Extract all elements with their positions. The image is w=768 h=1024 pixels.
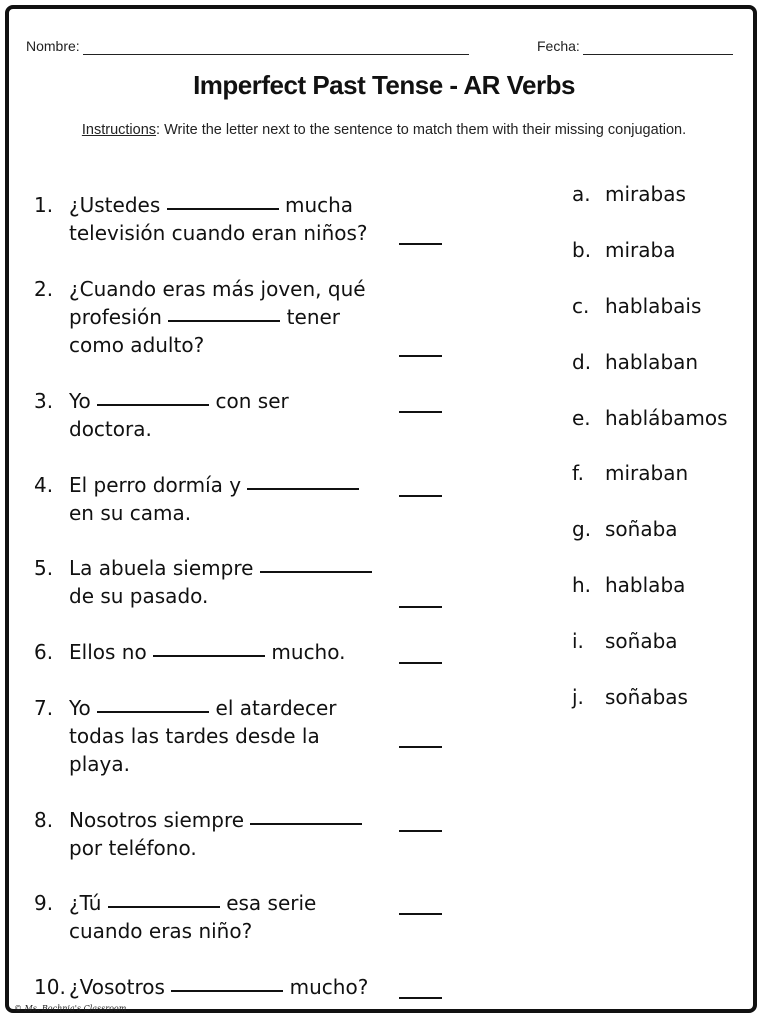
fill-blank[interactable] [97, 403, 209, 406]
fecha-field[interactable] [537, 38, 733, 55]
fill-blank[interactable] [260, 570, 372, 573]
question-2: 2. ¿Cuando eras más joven, qué profesión tener como adulto? [34, 277, 366, 357]
option-i: i. soñaba [572, 629, 678, 653]
question-4: 4. El perro dormía y en su cama. [34, 471, 359, 527]
question-number: 7. [34, 696, 54, 720]
option-d: d. hablaban [572, 350, 699, 374]
question-number: 9. [34, 891, 54, 915]
option-e: e. hablábamos [572, 406, 728, 430]
fecha-label: Fecha: [537, 38, 580, 54]
question-7: 7. Yo el atardecer todas las tardes desde la playa. [34, 696, 337, 776]
question-1: 1. ¿Ustedes mucha televisión cuando eran niños? [34, 193, 368, 245]
option-f: f. miraban [572, 461, 689, 485]
nombre-label: Nombre: [26, 38, 80, 54]
answer-line-1[interactable] [399, 243, 442, 245]
fill-blank[interactable] [168, 319, 280, 322]
option-j: j. soñabas [572, 685, 688, 709]
answer-line-6[interactable] [399, 662, 442, 664]
question-number: 6. [34, 640, 54, 664]
copyright-notice: © Ms. Bochnia's Classroom [14, 1004, 127, 1013]
question-8: 8. Nosotros siempre por teléfono. [34, 806, 362, 862]
fill-blank[interactable] [97, 710, 209, 713]
fill-blank[interactable] [247, 487, 359, 490]
answer-line-8[interactable] [399, 830, 442, 832]
option-a: a. mirabas [572, 182, 686, 206]
question-9: 9. ¿Tú esa serie cuando eras niño? [34, 891, 317, 943]
instructions [0, 122, 768, 138]
fecha-line[interactable] [583, 38, 733, 55]
answer-line-7[interactable] [399, 746, 442, 748]
question-number: 3. [34, 389, 54, 413]
instructions-text: : Write the letter next to the sentence to match them with their missing conjugation. [156, 122, 687, 138]
question-number: 10. [34, 975, 66, 999]
answer-line-4[interactable] [399, 495, 442, 497]
instructions-label: Instructions [81, 122, 157, 138]
nombre-field[interactable] [26, 38, 469, 55]
answer-line-3[interactable] [399, 411, 442, 413]
fill-blank[interactable] [108, 905, 220, 908]
question-number: 4. [34, 473, 54, 497]
page-title: Imperfect Past Tense - AR Verbs [193, 70, 575, 100]
nombre-line[interactable] [83, 38, 469, 55]
option-c: c. hablabais [572, 294, 702, 318]
fill-blank[interactable] [153, 654, 265, 657]
question-number: 5. [34, 556, 54, 580]
answer-line-5[interactable] [399, 606, 442, 608]
option-h: h. hablaba [572, 573, 686, 597]
question-number: 1. [34, 193, 54, 217]
fill-blank[interactable] [167, 207, 279, 210]
question-10: 10. ¿Vosotros mucho? [34, 975, 369, 999]
question-5: 5. La abuela siempre de su pasado. [34, 554, 372, 610]
option-g: g. soñaba [572, 517, 678, 541]
answer-line-9[interactable] [399, 913, 442, 915]
question-6: 6. Ellos no mucho. [34, 640, 346, 664]
answer-line-2[interactable] [399, 355, 442, 357]
question-3: 3. Yo con ser doctora. [34, 389, 289, 441]
question-number: 2. [34, 277, 54, 301]
fill-blank[interactable] [250, 822, 362, 825]
fill-blank[interactable] [171, 989, 283, 992]
answer-line-10[interactable] [399, 997, 442, 999]
option-b: b. miraba [572, 238, 676, 262]
question-number: 8. [34, 808, 54, 832]
